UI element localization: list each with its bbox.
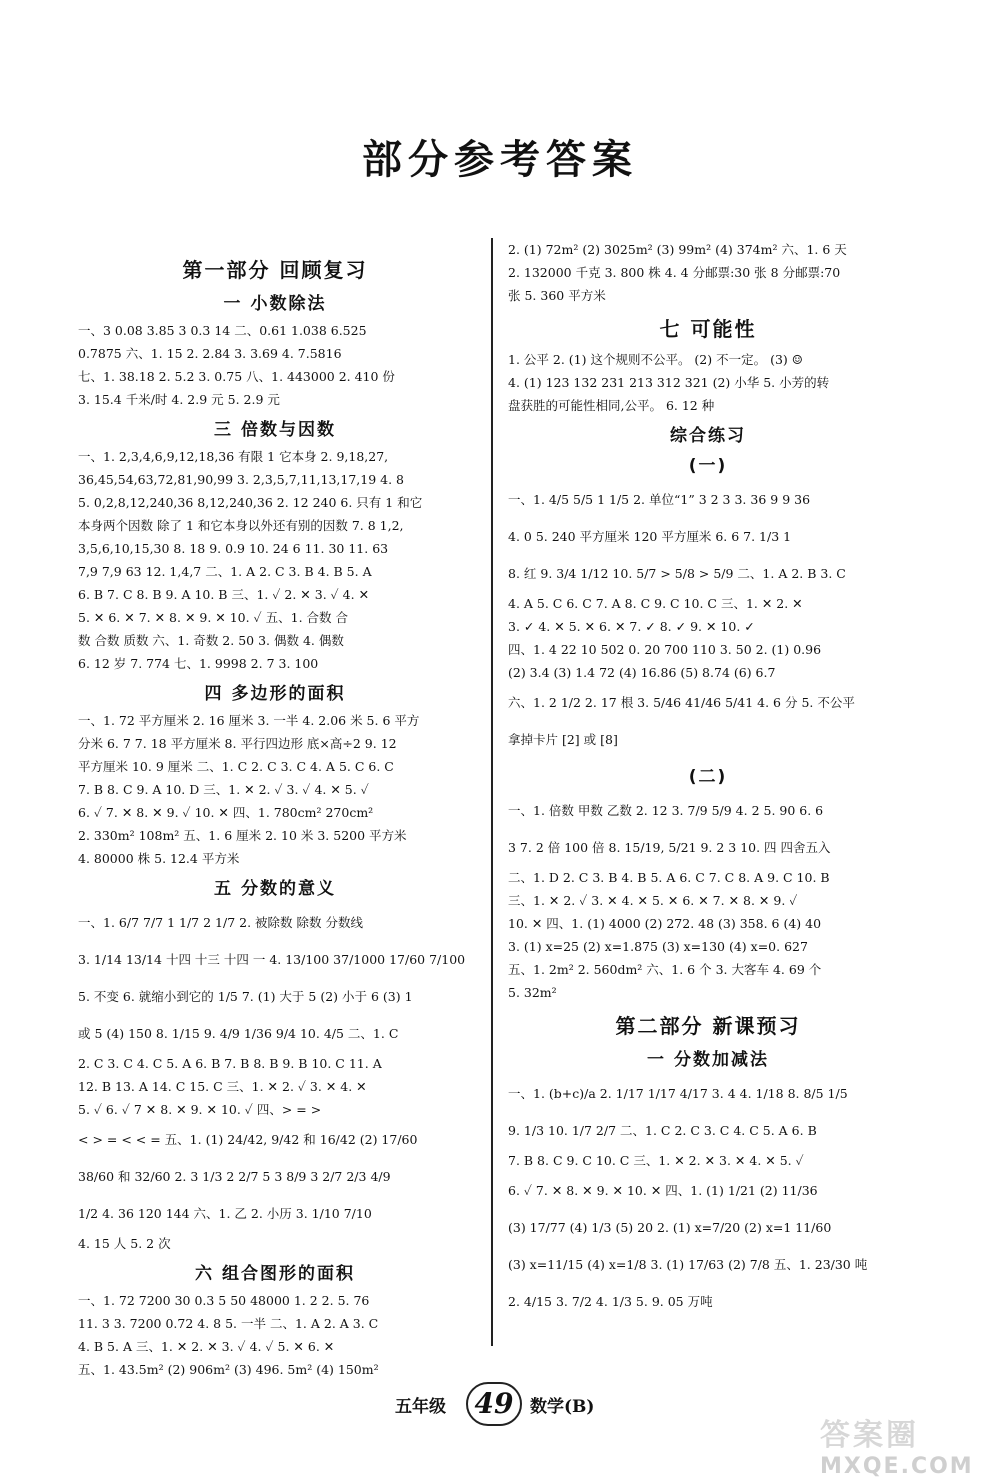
footer-subject: 数学(B) [530, 1397, 595, 1417]
answer-line: 2. 4/15 3. 7/2 4. 1/3 5. 9. 05 万吨 [508, 1294, 713, 1309]
subsection-heading: (二) [688, 767, 728, 787]
answer-line: 5. 32m² [508, 985, 557, 1000]
answer-line: 盘获胜的可能性相同,公平。 6. 12 种 [508, 398, 715, 413]
answer-line: 一、1. 6/7 7/7 1 1/7 2 1/7 2. 被除数 除数 分数线 [78, 915, 363, 930]
answer-line: 36,45,54,63,72,81,90,99 3. 2,3,5,7,11,13,17,19 4. 8 [78, 472, 405, 487]
answer-line: 一、1. 72 7200 30 0.3 5 50 48000 1. 2 2. 5. 76 [78, 1293, 370, 1308]
subsection-heading: 综合练习 [670, 426, 746, 446]
answer-line: 4. A 5. C 6. C 7. A 8. C 9. C 10. C 三、1. ✕ 2. ✕ [508, 596, 803, 611]
answer-line: (3) 17/77 (4) 1/3 (5) 20 2. (1) x=7/20 (2) x=1 11/60 [508, 1220, 832, 1235]
answer-line: < > = < < = 五、1. (1) 24/42, 9/42 和 16/42 (2) 17/60 [78, 1132, 418, 1147]
answer-line: 9. 1/3 10. 1/7 2/7 二、1. C 2. C 3. C 4. C 5. A 6. B [508, 1123, 817, 1138]
answer-line: 一、1. 4/5 5/5 1 1/5 2. 单位“1” 3 2 3 3. 36 9 9 36 [508, 492, 811, 507]
answer-line: 二、1. D 2. C 3. B 4. B 5. A 6. C 7. C 8. A 9. C 10. B [508, 870, 830, 885]
answer-line: 数 合数 质数 六、1. 奇数 2. 50 3. 偶数 4. 偶数 [78, 633, 344, 648]
section-heading: 第一部分 回顾复习 [182, 258, 368, 282]
answer-line: 一、1. (b+c)/a 2. 1/17 1/17 4/17 3. 4 4. 1/18 8. 8/5 1/5 [508, 1086, 848, 1101]
answer-line: 张 5. 360 平方米 [508, 288, 606, 303]
answer-line: 4. B 5. A 三、1. ✕ 2. ✕ 3. ✓ 4. ✓ 5. ✕ 6. ✕ [78, 1339, 335, 1354]
answer-line: 38/60 和 32/60 2. 3 1/3 2 2/7 5 3 8/9 3 2/7 2/3 4/9 [78, 1169, 391, 1184]
subsection-heading: (一) [688, 456, 728, 476]
answer-line: 2. 330m² 108m² 五、1. 6 厘米 2. 10 米 3. 5200 平方米 [78, 828, 407, 843]
answer-line: 11. 3 3. 7200 0.72 4. 8 5. 一半 二、1. A 2. A 3. C [78, 1316, 379, 1331]
answer-line: 2. (1) 72m² (2) 3025m² (3) 99m² (4) 374m² 六、1. 6 天 [508, 242, 847, 257]
answer-line: 5. ✓ 6. ✓ 7 ✕ 8. ✕ 9. ✕ 10. ✓ 四、> = > [78, 1102, 322, 1117]
answer-line: 10. ✕ 四、1. (1) 4000 (2) 272. 48 (3) 358. 6 (4) 40 [508, 916, 822, 931]
page-number: 49 [466, 1382, 522, 1426]
answer-line: 2. 132000 千克 3. 800 株 4. 4 分邮票:30 张 8 分邮票:70 [508, 265, 841, 280]
subsection-heading: 六 组合图形的面积 [195, 1264, 355, 1284]
answer-line: 4. (1) 123 132 231 213 312 321 (2) 小华 5. 小芳的转 [508, 375, 830, 390]
answer-line: 一、3 0.08 3.85 3 0.3 14 二、0.61 1.038 6.525 [78, 323, 367, 338]
answer-line: 一、1. 倍数 甲数 乙数 2. 12 3. 7/9 5/9 4. 2 5. 90 6. 6 [508, 803, 824, 818]
answer-line: 2. C 3. C 4. C 5. A 6. B 7. B 8. B 9. B 10. C 11. A [78, 1056, 382, 1071]
answer-line: 7,9 7,9 63 12. 1,4,7 二、1. A 2. C 3. B 4. B 5. A [78, 564, 372, 579]
footer-grade: 五年级 [395, 1397, 446, 1417]
answer-line: 六、1. 2 1/2 2. 17 根 3. 5/46 41/46 5/41 4. 6 分 5. 不公平 [508, 695, 855, 710]
answer-line: 3. 15.4 千米/时 4. 2.9 元 5. 2.9 元 [78, 392, 280, 407]
answer-line: 5. 不变 6. 就缩小到它的 1/5 7. (1) 大于 5 (2) 小于 6 (3) 1 [78, 989, 413, 1004]
subsection-heading: 四 多边形的面积 [204, 684, 346, 704]
answer-line: 本身两个因数 除了 1 和它本身以外还有别的因数 7. 8 1,2, [78, 518, 404, 533]
answer-line: 七、1. 38.18 2. 5.2 3. 0.75 八、1. 443000 2. 410 份 [78, 369, 395, 384]
section-heading: 第二部分 新课预习 [615, 1014, 801, 1038]
watermark-logo [820, 1410, 990, 1480]
answer-line: 8. 红 9. 3/4 1/12 10. 5/7 > 5/8 > 5/9 二、1. A 2. B 3. C [508, 566, 846, 581]
answer-line: 三、1. ✕ 2. ✓ 3. ✕ 4. ✕ 5. ✕ 6. ✕ 7. ✕ 8. ✕ 9. ✓ [508, 893, 798, 908]
answer-line: 6. B 7. C 8. B 9. A 10. B 三、1. ✓ 2. ✕ 3. ✓ 4. ✕ [78, 587, 370, 602]
page-title: 部分参考答案 [362, 137, 638, 183]
answer-line: 4. 15 人 5. 2 次 [78, 1236, 171, 1251]
answer-line: 3. 1/14 13/14 十四 十三 十四 一 4. 13/100 37/1000 17/60 7/100 [78, 952, 466, 967]
answer-line: 一、1. 72 平方厘米 2. 16 厘米 3. 一半 4. 2.06 米 5. 6 平方 [78, 713, 420, 728]
answer-line: 5. ✕ 6. ✕ 7. ✕ 8. ✕ 9. ✕ 10. ✓ 五、1. 合数 合 [78, 610, 348, 625]
left-column [78, 248, 472, 1381]
answer-line: 分米 6. 7 7. 18 平方厘米 8. 平行四边形 底×高÷2 9. 12 [78, 736, 397, 751]
subsection-heading: 三 倍数与因数 [214, 420, 336, 440]
answer-line: 12. B 13. A 14. C 15. C 三、1. ✕ 2. ✓ 3. ✕ 4. ✕ [78, 1079, 367, 1094]
section-heading: 七 可能性 [659, 317, 757, 341]
answer-line: (3) x=11/15 (4) x=1/8 3. (1) 17/63 (2) 7/8 五、1. 23/30 吨 [508, 1257, 868, 1272]
subsection-heading: 五 分数的意义 [214, 879, 336, 899]
answer-line: 3 7. 2 倍 100 倍 8. 15/19, 5/21 9. 2 3 10. 四 四舍五入 [508, 840, 831, 855]
answer-line: 五、1. 2m² 2. 560dm² 六、1. 6 个 3. 大客车 4. 69 个 [508, 962, 822, 977]
answer-line: 6. 12 岁 7. 774 七、1. 9998 2. 7 3. 100 [78, 656, 319, 671]
watermark-url: MXQE.COM [820, 1454, 974, 1479]
answer-line: (2) 3.4 (3) 1.4 72 (4) 16.86 (5) 8.74 (6) 6.7 [508, 665, 776, 680]
watermark-text: 答案圈 [820, 1418, 919, 1453]
answer-line: 7. B 8. C 9. C 10. C 三、1. ✕ 2. ✕ 3. ✕ 4. ✕ 5. ✓ [508, 1153, 804, 1168]
answer-line: 6. ✓ 7. ✕ 8. ✕ 9. ✕ 10. ✕ 四、1. (1) 1/21 (2) 11/36 [508, 1183, 818, 1198]
answer-line: 3. (1) x=25 (2) x=1.875 (3) x=130 (4) x=0. 627 [508, 939, 808, 954]
answer-line: 3. ✓ 4. ✕ 5. ✕ 6. ✕ 7. ✓ 8. ✓ 9. ✕ 10. ✓ [508, 619, 755, 634]
answer-line: 五、1. 43.5m² (2) 906m² (3) 496. 5m² (4) 150m² [78, 1362, 379, 1377]
answer-line: 3,5,6,10,15,30 8. 18 9. 0.9 10. 24 6 11. 30 11. 63 [78, 541, 389, 556]
answer-line: 一、1. 2,3,4,6,9,12,18,36 有限 1 它本身 2. 9,18,27, [78, 449, 389, 464]
answer-line: 拿掉卡片 [2] 或 [8] [508, 732, 618, 747]
subsection-heading: 一 分数加减法 [647, 1050, 769, 1070]
answer-line: 5. 0,2,8,12,240,36 8,12,240,36 2. 12 240 6. 只有 1 和它 [78, 495, 423, 510]
subsection-heading: 一 小数除法 [223, 294, 327, 314]
right-column [508, 238, 908, 1320]
answer-line: 1. 公平 2. (1) 这个规则不公平。 (2) 不一定。 (3) ☺ [508, 352, 803, 367]
answer-line: 6. ✓ 7. ✕ 8. ✕ 9. ✓ 10. ✕ 四、1. 780cm² 270cm² [78, 805, 374, 820]
answer-line: 7. B 8. C 9. A 10. D 三、1. ✕ 2. ✓ 3. ✓ 4. ✕ 5. ✓ [78, 782, 369, 797]
answer-line: 4. 80000 株 5. 12.4 平方米 [78, 851, 240, 866]
answer-line: 四、1. 4 22 10 502 0. 20 700 110 3. 50 2. (1) 0.96 [508, 642, 822, 657]
answer-line: 4. 0 5. 240 平方厘米 120 平方厘米 6. 6 7. 1/3 1 [508, 529, 792, 544]
column-divider [491, 238, 493, 1346]
answer-line: 1/2 4. 36 120 144 六、1. 乙 2. 小历 3. 1/10 7/10 [78, 1206, 372, 1221]
answer-line: 平方厘米 10. 9 厘米 二、1. C 2. C 3. C 4. A 5. C 6. C [78, 759, 394, 774]
answer-line: 或 5 (4) 150 8. 1/15 9. 4/9 1/36 9/4 10. 4/5 二、1. C [78, 1026, 399, 1041]
answer-line: 0.7875 六、1. 15 2. 2.84 3. 3.69 4. 7.5816 [78, 346, 342, 361]
